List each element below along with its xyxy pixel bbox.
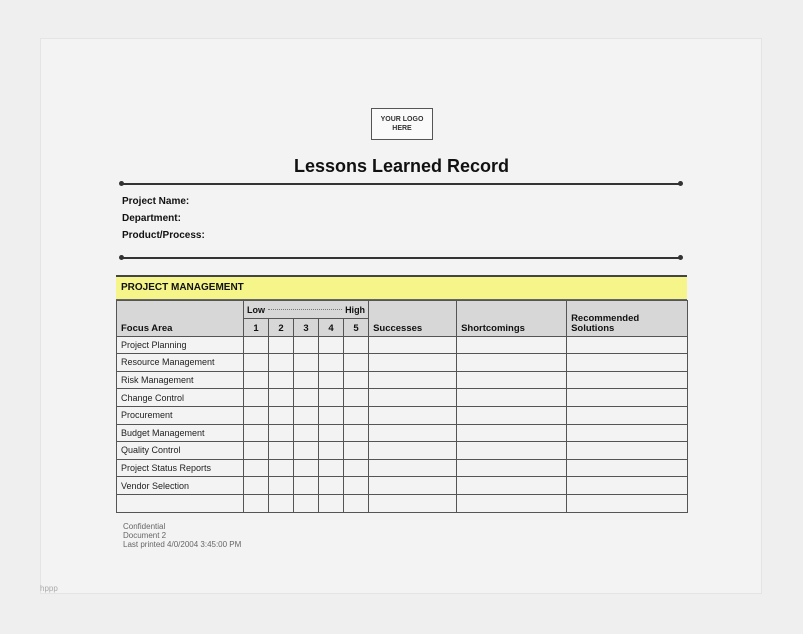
recommended-cell[interactable] [567,494,688,512]
rating-3-cell[interactable] [294,459,319,477]
rating-5-cell[interactable] [344,354,369,372]
top-divider [121,183,681,185]
header-rating-4: 4 [319,319,344,337]
recommended-cell[interactable] [567,354,688,372]
successes-cell[interactable] [369,494,457,512]
recommended-cell[interactable] [567,442,688,460]
focus-area-cell: Project Status Reports [117,459,244,477]
recommended-cell[interactable] [567,477,688,495]
rating-4-cell[interactable] [319,336,344,354]
rating-5-cell[interactable] [344,389,369,407]
rating-4-cell[interactable] [319,389,344,407]
recommended-cell[interactable] [567,389,688,407]
logo-placeholder: YOUR LOGO HERE [371,108,433,140]
focus-area-cell: Quality Control [117,442,244,460]
recommended-cell[interactable] [567,424,688,442]
focus-area-cell: Project Planning [117,336,244,354]
bottom-divider [121,257,681,259]
rating-3-cell[interactable] [294,424,319,442]
table-row [117,354,688,372]
rating-4-cell[interactable] [319,371,344,389]
rating-1-cell[interactable] [244,494,269,512]
rating-5-cell[interactable] [344,336,369,354]
focus-area-cell: Change Control [117,389,244,407]
lessons-table [116,300,688,513]
rating-scale-header [244,301,369,319]
scale-high-label: High [345,304,366,315]
project-name-field: Project Name: [122,196,190,207]
rating-4-cell[interactable] [319,406,344,424]
rating-2-cell[interactable] [269,354,294,372]
header-focus-area: Focus Area [117,301,244,337]
rating-4-cell[interactable] [319,424,344,442]
corner-note: hppp [40,584,58,593]
rating-1-cell[interactable] [244,336,269,354]
rating-2-cell[interactable] [269,459,294,477]
rating-5-cell[interactable] [344,442,369,460]
rating-3-cell[interactable] [294,406,319,424]
rating-3-cell[interactable] [294,494,319,512]
table-row [117,442,688,460]
header-rating-1: 1 [244,319,269,337]
successes-cell[interactable] [369,424,457,442]
rating-4-cell[interactable] [319,442,344,460]
department-field: Department: [122,213,181,224]
rating-2-cell[interactable] [269,406,294,424]
table-row [117,406,688,424]
rating-3-cell[interactable] [294,336,319,354]
focus-area-cell: Budget Management [117,424,244,442]
rating-2-cell[interactable] [269,336,294,354]
header-rating-5: 5 [344,319,369,337]
rating-3-cell[interactable] [294,477,319,495]
footer-confidential: Confidential [123,522,166,531]
focus-area-cell [117,494,244,512]
rating-1-cell[interactable] [244,424,269,442]
table-row [117,371,688,389]
focus-area-cell: Procurement [117,406,244,424]
rating-4-cell[interactable] [319,354,344,372]
scale-low-label: Low [247,304,265,315]
rating-2-cell[interactable] [269,494,294,512]
shortcomings-cell[interactable] [457,389,567,407]
rating-1-cell[interactable] [244,406,269,424]
recommended-cell[interactable] [567,459,688,477]
rating-1-cell[interactable] [244,477,269,495]
recommended-cell[interactable] [567,371,688,389]
focus-area-cell: Risk Management [117,371,244,389]
successes-cell[interactable] [369,477,457,495]
focus-area-cell: Vendor Selection [117,477,244,495]
rating-3-cell[interactable] [294,442,319,460]
rating-5-cell[interactable] [344,494,369,512]
rating-1-cell[interactable] [244,459,269,477]
rating-2-cell[interactable] [269,442,294,460]
rating-1-cell[interactable] [244,371,269,389]
table-row [117,336,688,354]
rating-5-cell[interactable] [344,406,369,424]
shortcomings-cell[interactable] [457,354,567,372]
shortcomings-cell[interactable] [457,477,567,495]
rating-4-cell[interactable] [319,477,344,495]
successes-cell[interactable] [369,459,457,477]
rating-1-cell[interactable] [244,354,269,372]
table-row [117,459,688,477]
header-rating-2: 2 [269,319,294,337]
table-row [117,389,688,407]
header-rating-3: 3 [294,319,319,337]
rating-1-cell[interactable] [244,389,269,407]
shortcomings-cell[interactable] [457,459,567,477]
successes-cell[interactable] [369,336,457,354]
shortcomings-cell[interactable] [457,406,567,424]
header-successes: Successes [369,301,457,337]
rating-4-cell[interactable] [319,494,344,512]
rating-2-cell[interactable] [269,424,294,442]
rating-3-cell[interactable] [294,371,319,389]
table-row [117,477,688,495]
scale-dash [268,309,342,310]
shortcomings-cell[interactable] [457,336,567,354]
shortcomings-cell[interactable] [457,371,567,389]
rating-1-cell[interactable] [244,442,269,460]
rating-5-cell[interactable] [344,459,369,477]
rating-5-cell[interactable] [344,477,369,495]
focus-area-cell: Resource Management [117,354,244,372]
rating-3-cell[interactable] [294,389,319,407]
footer-last-printed: Last printed 4/0/2004 3:45:00 PM [123,540,242,549]
recommended-cell[interactable] [567,406,688,424]
product-process-field: Product/Process: [122,230,205,241]
successes-cell[interactable] [369,371,457,389]
shortcomings-cell[interactable] [457,442,567,460]
section-header: PROJECT MANAGEMENT [116,275,687,300]
page-title: Lessons Learned Record [293,156,510,176]
rating-5-cell[interactable] [344,371,369,389]
shortcomings-cell[interactable] [457,494,567,512]
rating-2-cell[interactable] [269,477,294,495]
table-row [117,494,688,512]
rating-3-cell[interactable] [294,354,319,372]
successes-cell[interactable] [369,442,457,460]
footer-document-number: Document 2 [123,531,167,540]
rating-4-cell[interactable] [319,459,344,477]
successes-cell[interactable] [369,354,457,372]
shortcomings-cell[interactable] [457,424,567,442]
table-row [117,424,688,442]
rating-2-cell[interactable] [269,371,294,389]
document-footer [123,522,241,549]
header-recommended-solutions: Recommended Solutions [567,301,688,337]
successes-cell[interactable] [369,389,457,407]
successes-cell[interactable] [369,406,457,424]
header-shortcomings: Shortcomings [457,301,567,337]
recommended-cell[interactable] [567,336,688,354]
rating-2-cell[interactable] [269,389,294,407]
rating-5-cell[interactable] [344,424,369,442]
